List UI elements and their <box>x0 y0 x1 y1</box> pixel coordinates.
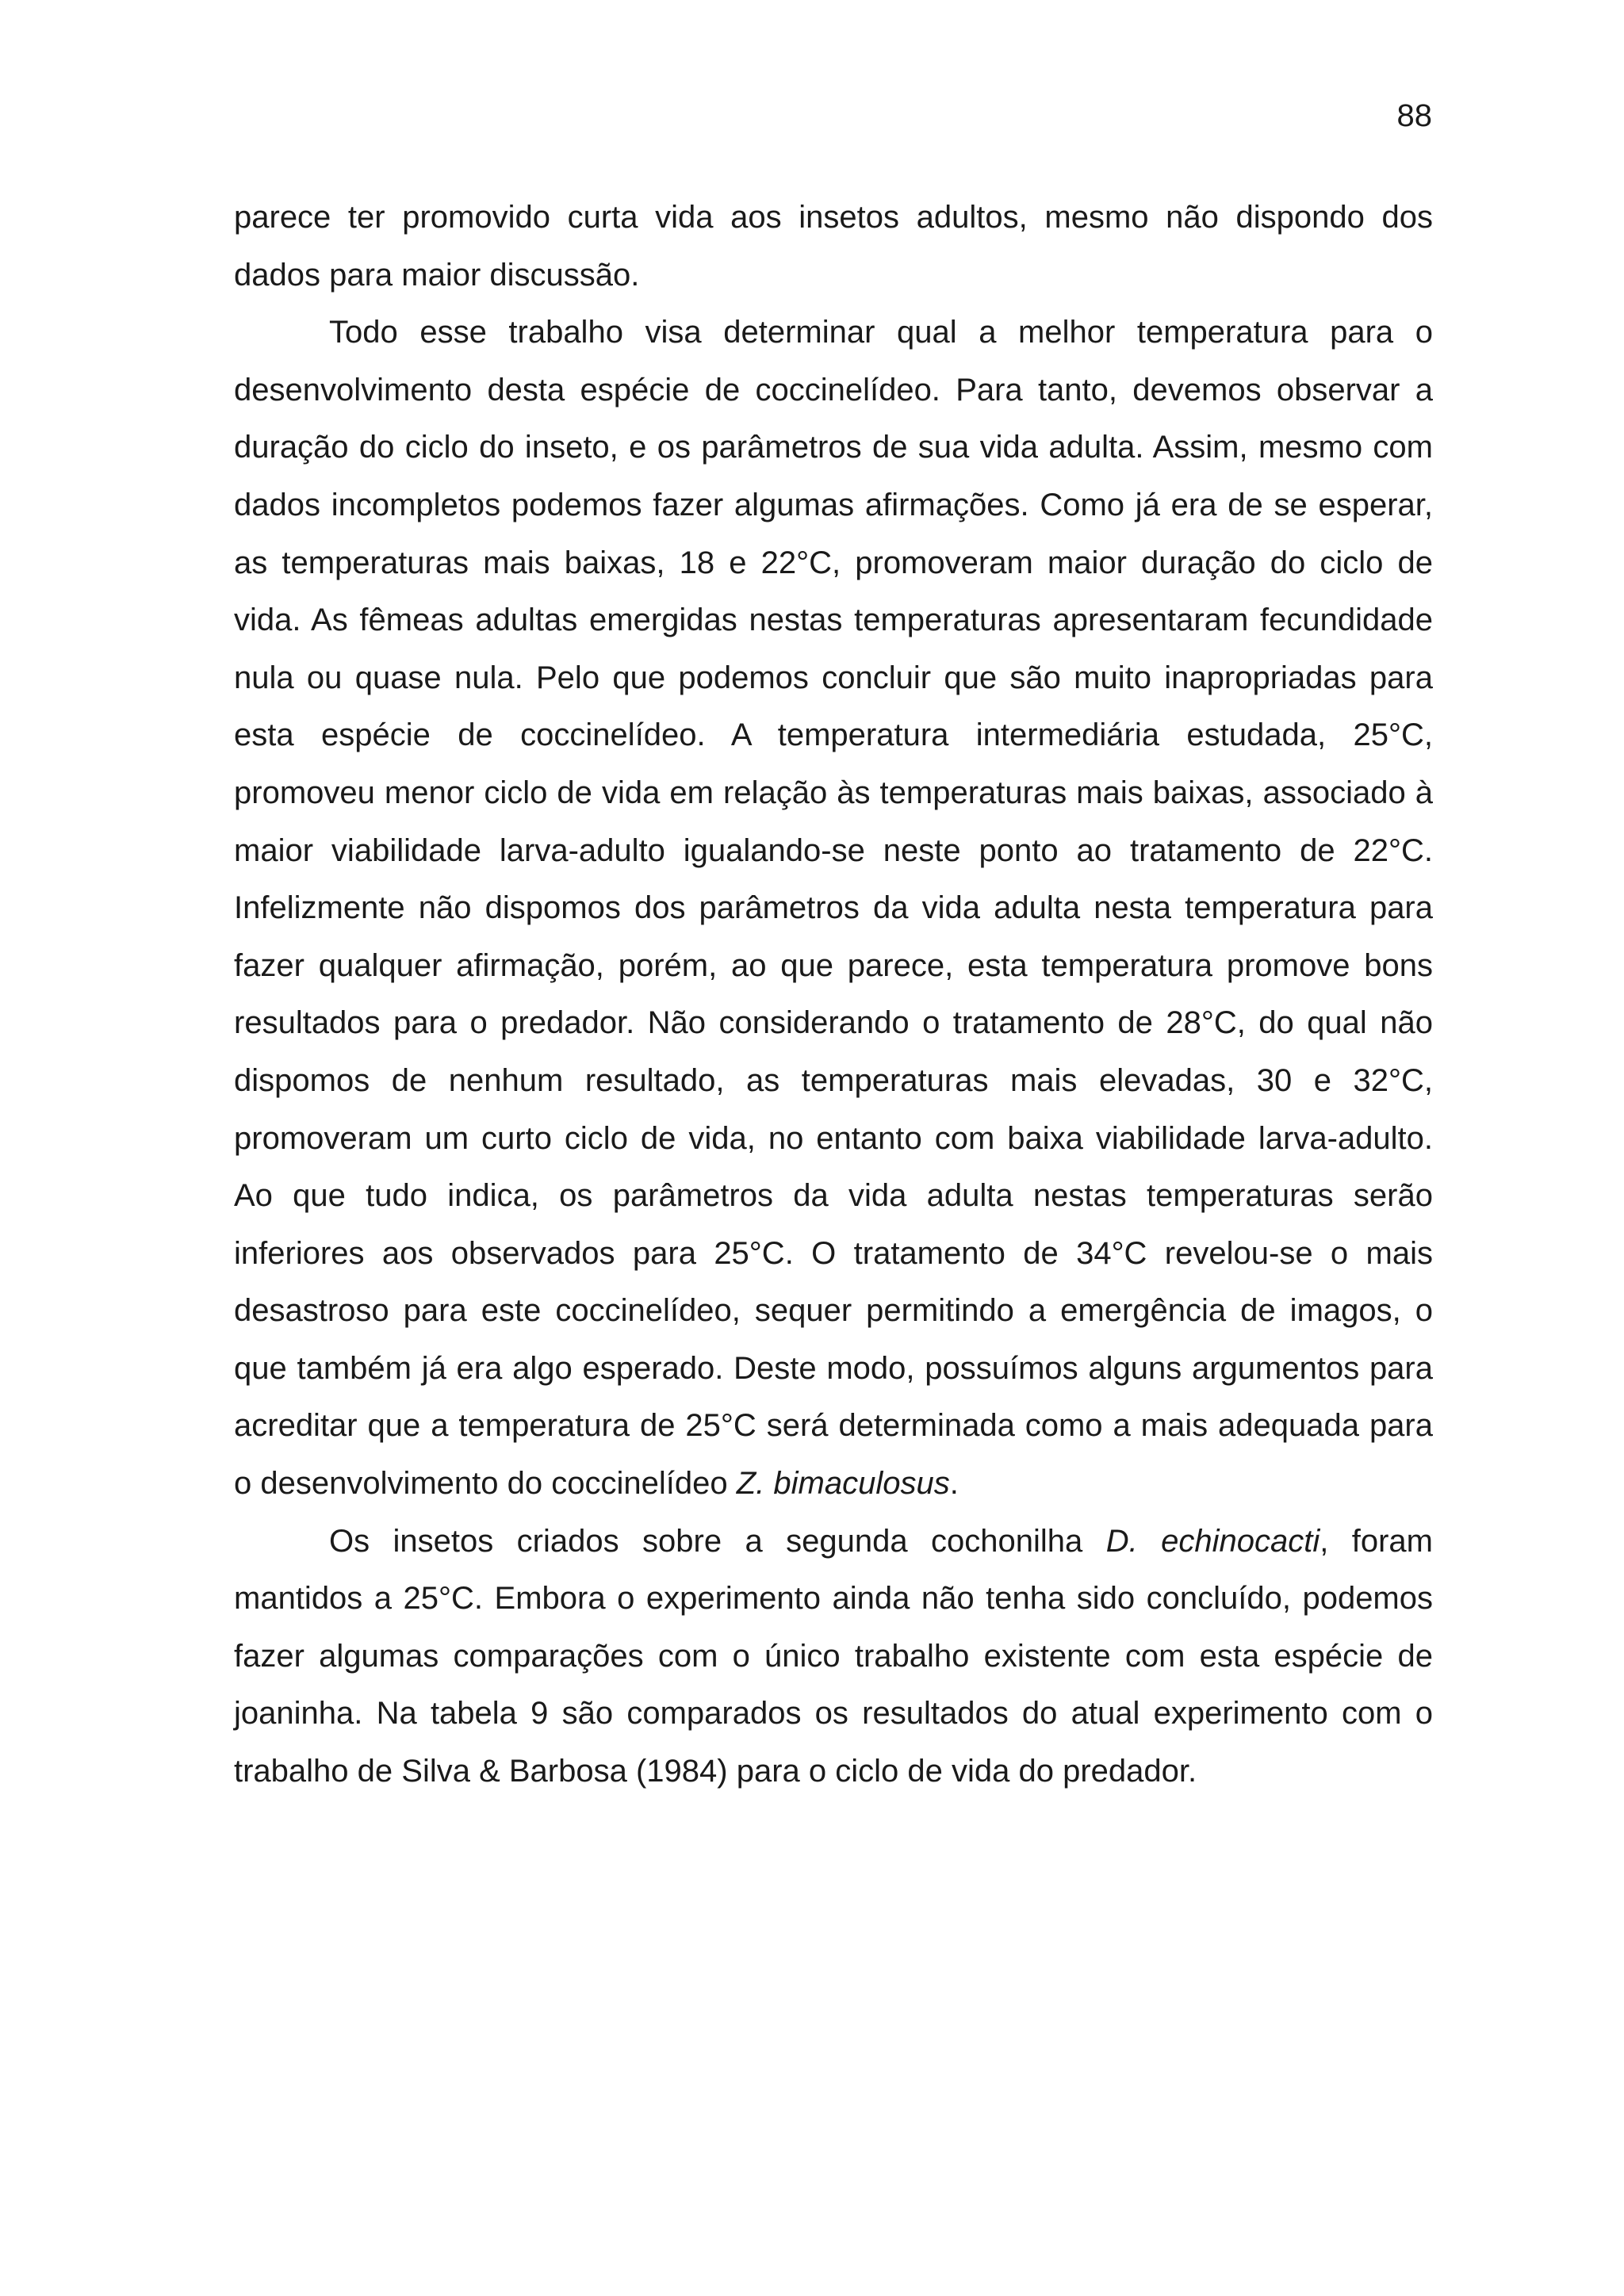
species-name: D. echinocacti <box>1105 1523 1320 1559</box>
paragraph-2-text: Todo esse trabalho visa determinar qual a melhor temperatura para o desenvolvimento desta espécie de coccinelídeo. Para tanto, devemos observar a duração do ciclo do inseto, e os parâmetros de sua vida adulta. Assim, mesmo com dados incompletos podemos fazer algumas afirmações. Como já era de se esperar, as temperaturas mais baixas, 18 e 22°C, promoveram maior duração do ciclo de vida. As fêmeas adultas emergidas nestas temperaturas apresentaram fecundidade nula ou quase nula. Pelo que podemos concluir que são muito inapropriadas para esta espécie de coccinelídeo. A temperatura intermediária estudada, 25°C, promoveu menor ciclo de vida em relação às temperaturas mais baixas, associado à maior viabilidade larva-adulto igualando-se neste ponto ao tratamento de 22°C. Infelizmente não dispomos dos parâmetros da vida adulta nesta temperatura para fazer qualquer afirmação, porém, ao que parece, esta temperatura promove bons resultados para o predador. Não considerando o tratamento de 28°C, do qual não dispomos de nenhum resultado, as temperaturas mais elevadas, 30 e 32°C, promoveram um curto ciclo de vida, no entanto com baixa viabilidade larva-adulto. Ao que tudo indica, os parâmetros da vida adulta nestas temperaturas serão inferiores aos observados para 25°C. O tratamento de 34°C revelou-se o mais desastroso para este coccinelídeo, sequer permitindo a emergência de imagos, o que também já era algo esperado. Deste modo, possuímos alguns argumentos para acreditar que a temperatura de 25°C será determinada como a mais adequada para o desenvolvimento do coccinelídeo <box>234 315 1433 1502</box>
species-name: Z. bimaculosus <box>736 1466 950 1502</box>
paragraph-2-end: . <box>949 1466 959 1502</box>
paragraph-3-start: Os insetos criados sobre a segunda cochonilha <box>329 1523 1106 1559</box>
paragraph-1 <box>234 189 1433 304</box>
paragraph-2 <box>234 304 1433 1512</box>
body-text <box>234 189 1433 1800</box>
paragraph-3 <box>234 1513 1433 1800</box>
paragraph-3-text: , foram mantidos a 25°C. Embora o experimento ainda não tenha sido concluído, podemos fazer algumas comparações com o único trabalho existente com esta espécie de joaninha. Na tabela 9 são comparados os resultados do atual experimento com o trabalho de Silva & Barbosa (1984) para o ciclo de vida do predador. <box>234 1523 1433 1789</box>
paragraph-1-text: parece ter promovido curta vida aos insetos adultos, mesmo não dispondo dos dados para maior discussão. <box>234 200 1433 293</box>
page-number: 88 <box>1396 98 1432 133</box>
